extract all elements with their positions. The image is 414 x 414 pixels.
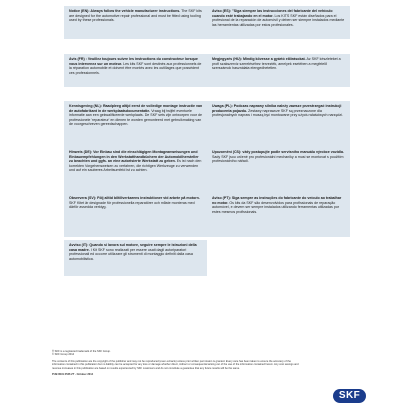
publication-number: PUB 80/I1 2526 ZT · October 2014 bbox=[52, 373, 94, 377]
notice-heading: Observera (SV): Följ alltid biltillverkarens instruktioner vid arbete på motorn. bbox=[69, 196, 200, 200]
legal-footer bbox=[52, 350, 302, 376]
notice-text: The SKF kits are designed for the automotive repair professional and must be fitted using tooling used by these professionals. bbox=[69, 9, 202, 23]
notice-text: Los KITS SKF están diseñados para el profesional de la reparación de automóvil y deben ser siempre instalados mediante las herramientas utilizadas por estos profesionales. bbox=[212, 13, 345, 27]
notice-box-hu bbox=[207, 54, 350, 87]
notice-heading: Avviso (IT): Quando si lavora sul motore, seguire sempre le istruzioni della casa madre. bbox=[69, 243, 197, 252]
notice-text: SKF Kitet är designade för professionella reparatörer och måste monteras med därför avsedda verktyg. bbox=[69, 200, 195, 210]
trademark-note: ® SKF is a registered trademark of the SKF Group. bbox=[52, 350, 111, 353]
notice-box-fr bbox=[64, 54, 207, 87]
notice-text: Zestawy naprawcze SKF są przeznaczone dla profesjonalnych napraw i muszą być montowane przy użyciu właściwych narzędzi. bbox=[212, 108, 344, 118]
notice-text: Es ist nach den korrekten Vorgehensweisen zu verfahren, die richtigen Werkzeuge zu verwenden und auf ein sauberes Arbeitsumfeld ist zu achten. bbox=[69, 159, 202, 173]
notice-text: Az SKF készleteket a profi szakszerviz szereléséhez tervezték, amelyek esetében a megfelelő szerszámok használata elengedhetetlen. bbox=[212, 57, 341, 71]
notice-text: Vraag bij twijfel eventuele informatie aan een gekwalificeerde werkplaats. De SKF sets zijn ontworpen voor de professionele 'reparateur' en dienen te worden gemonteerd met gebruikmaking van de voorgeschreven gereedschappen. bbox=[69, 108, 203, 127]
notice-heading: Kennisgeving (NL): Raadpleeg altijd eerst de volledige montage instructie van de autofabrikant in de werkplaatsdocumentatie. bbox=[69, 104, 203, 113]
notice-text: Os kits da SKF são desenvolvidos para profissionais de reparação automóvel, e devem ser sempre instalados utilizando ferramentas utilizadas por estes mesmos profissionais. bbox=[212, 200, 340, 214]
notice-box-pl bbox=[207, 101, 350, 147]
notice-box-nl bbox=[64, 101, 207, 147]
notice-text: Sady SKF jsou určené pro profesionální mechaniky a musí se montovat s použitím profesionálního nářadí. bbox=[212, 154, 344, 164]
notice-heading: Hinweis (DE): Vor Einbau sind die einschlägigen Montageanweisungen und Einbauempfehlungen in den Werkstatthandbüchern der Automobilhersteller zu beachten und ggfs. an eine autorisierte Werkstatt zu geben. bbox=[69, 150, 199, 164]
notice-heading: Megjegyzés (HU): Mindig kövesse a gyártó előírásokat. bbox=[212, 57, 306, 61]
logo-text: SKF bbox=[338, 390, 361, 401]
notice-heading: Aviso (PT): Siga sempre as instruções do fabricante do veículo ao trabalhar no motor. bbox=[212, 196, 342, 205]
disclaimer-text: The contents of this publication are the copyright of the publisher and may not be reproduced (even extracts) unless prior written permission is granted. Every care has been taken to ensure the accuracy of the information contained in this publication but no liability can be accepted for any loss or damage whether direct, indirect or consequential arising out of the use of the information contained herein. Any cost savings and revenue increases in this publication are based on results experienced by SKF customers and do not constitute a guarantee that any future results will be the same. bbox=[52, 359, 299, 370]
notice-box-pt bbox=[207, 193, 350, 237]
skf-logo bbox=[333, 389, 366, 403]
notice-heading: Upozornění (CS): vždy postupujte podle servisního manuálu výrobce vozidla. bbox=[212, 150, 344, 154]
copyright-note: © SKF Group 2014 bbox=[52, 353, 75, 357]
notice-box-cs bbox=[207, 147, 350, 193]
notice-heading: Aviso (ES): "Siga siempre las instrucciones del fabricante del vehículo cuando esté trabajando en el motor. bbox=[212, 9, 333, 18]
notice-heading: Avis (FR) : Veuillez toujours suivre les instructions du constructeur lorsque vous intervenez sur un moteur. bbox=[69, 57, 198, 66]
notice-box-es bbox=[207, 6, 350, 39]
notice-box-de bbox=[64, 147, 207, 193]
notice-heading: Notice (EN): Always follow the vehicle manufacturer instructions. bbox=[69, 9, 181, 13]
notice-heading: Uwaga (PL): Podczas naprawy silnika należy zawsze przestrzegać instrukcji producenta pojazdu. bbox=[212, 104, 342, 113]
notice-box-it bbox=[64, 240, 207, 276]
notice-box-sv bbox=[64, 193, 207, 237]
notice-text: I Kit SKF sono realizzati per essere usati dagli autoriparatori professionali ed occorre utilizzare gli strumenti di montaggio definiti dalla casa automobilistica. bbox=[69, 247, 193, 261]
notice-box-en bbox=[64, 6, 207, 39]
notice-text: Les kits SKF sont destinés aux professionnels de la réparation automobile et doivent être montés avec les outillages que possèdent ces professionnels. bbox=[69, 61, 202, 75]
